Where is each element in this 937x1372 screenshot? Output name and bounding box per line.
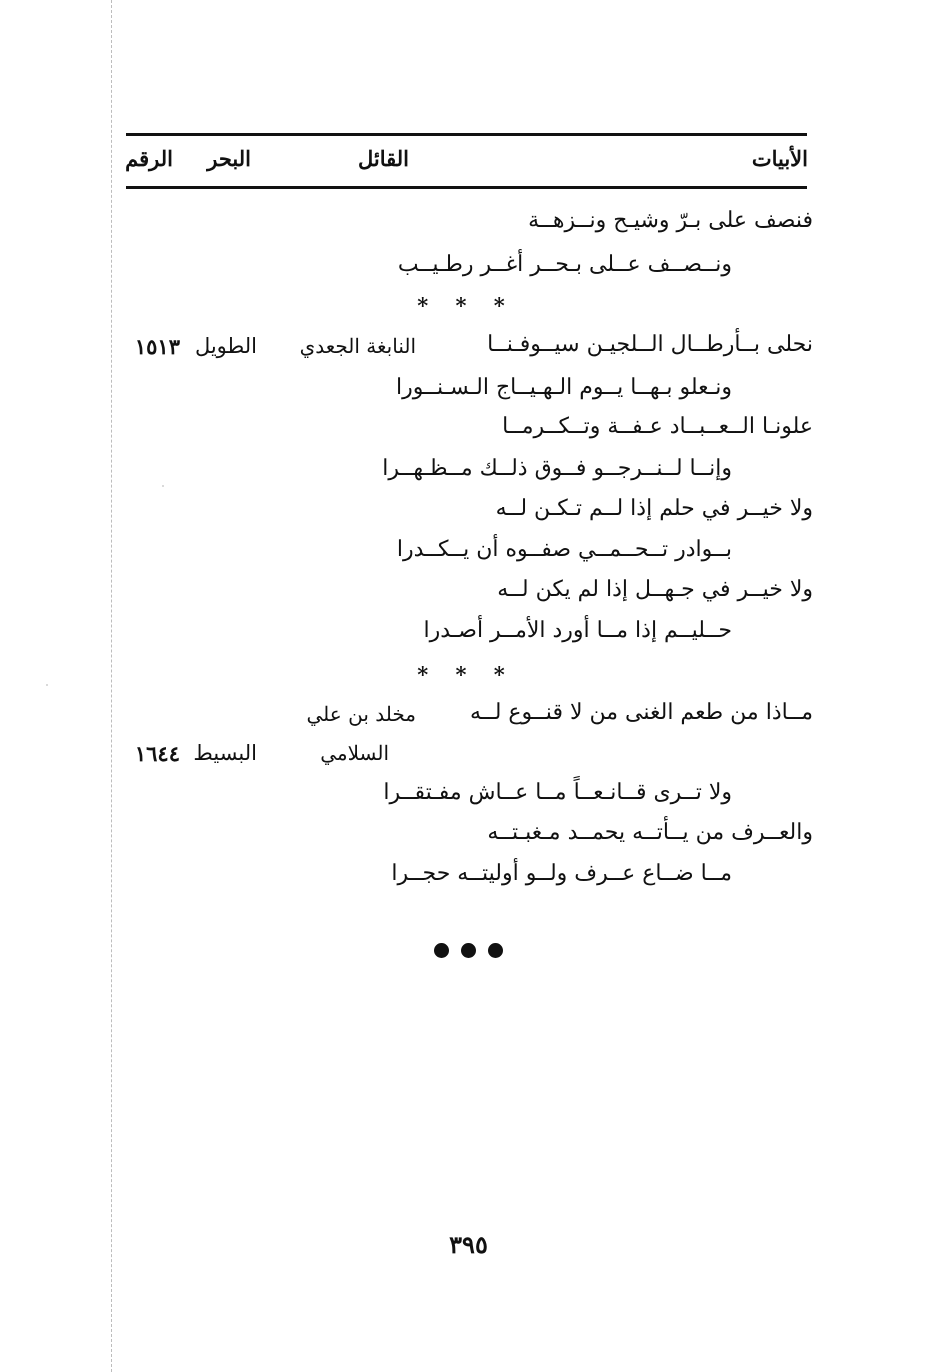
verse-line: ولا تــرى قــانـعــاً مــا عــاش مفـتقــرا xyxy=(383,780,732,805)
header-bottom-rule xyxy=(126,186,807,189)
page-number: ٣٩٥ xyxy=(449,1230,488,1259)
ornament-dot xyxy=(461,943,476,958)
header-poet: القائل xyxy=(357,146,409,171)
verse-line: بــوادر تــحــمــي صفــوه أن يــكــدرا xyxy=(396,537,732,562)
scan-speck xyxy=(162,485,164,487)
verse-line: علونـا الــعــبــاد عـفــة وتــكــرمــا xyxy=(502,414,813,439)
meter-name: الطويل xyxy=(194,334,257,358)
poet-name: مخلد بن علي xyxy=(306,702,416,726)
margin-guide-line xyxy=(111,0,112,1372)
verse-line: فنصف على بـرّ وشيـح ونــزهــة xyxy=(528,208,813,233)
verse-line: ونـعلو بـهــا يــوم الـهـيــاج الـسـنــورا xyxy=(396,375,732,400)
verse-line: مــاذا من طعم الغنى من لا قنــوع لــه xyxy=(470,700,813,725)
entry-number: ١٥١٣ xyxy=(134,334,180,359)
ornament-dot xyxy=(434,943,449,958)
poet-name: النابغة الجعدي xyxy=(299,334,416,358)
verse-line: ولا خيــر في جـهــل إذا لم يكن لــه xyxy=(497,577,813,602)
header-number: الرقم xyxy=(125,146,173,171)
verse-line: نحلى بــأرطــال الــلجيـن سيــوفـنــا xyxy=(487,332,813,357)
verse-line: مــا ضــاع عــرف ولــو أوليتــه حجــرا xyxy=(391,861,732,886)
verse-line: حــليــم إذا مــا أورد الأمــر أصـدرا xyxy=(423,618,732,643)
ornament-dot xyxy=(488,943,503,958)
header-meter: البحر xyxy=(207,146,251,171)
end-ornament xyxy=(434,943,504,961)
verse-line: ولا خيــر في حلم إذا لــم تـكـن لــه xyxy=(495,496,813,521)
poet-name-continued: السلامي xyxy=(320,741,389,765)
section-separator: * * * xyxy=(417,662,515,687)
scan-speck xyxy=(46,684,48,686)
header-top-rule xyxy=(126,133,807,136)
header-verses: الأبيات xyxy=(751,146,808,171)
verse-line: ونــصــف عــلى بـحــر أغــر رطـيــب xyxy=(397,252,732,277)
verse-line: والعــرف من يــأتــه يحمــد مـغبـتــه xyxy=(487,820,813,845)
section-separator: * * * xyxy=(417,293,515,318)
meter-name: البسيط xyxy=(193,741,257,765)
verse-line: وإنــا لــنــرجــو فــوق ذلــك مــظـهــرا xyxy=(382,456,732,481)
entry-number: ١٦٤٤ xyxy=(134,741,180,766)
